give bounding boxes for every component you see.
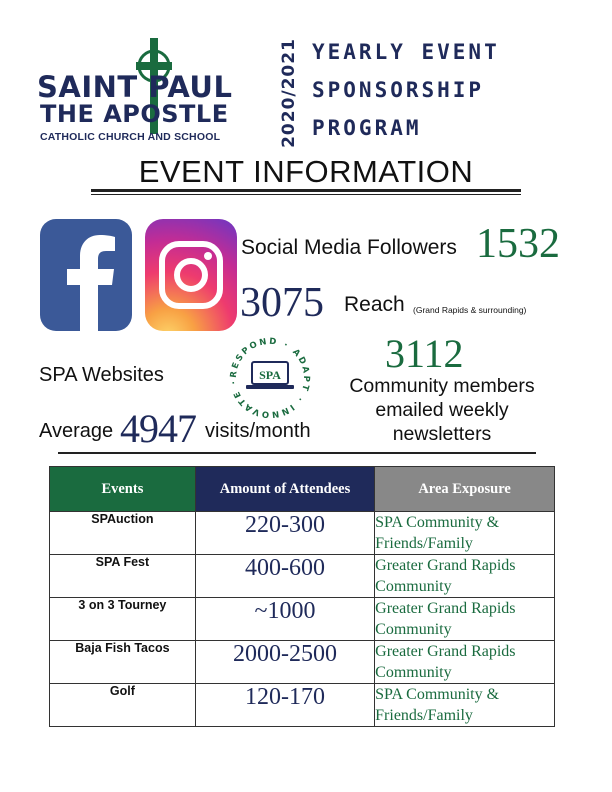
event-area: SPA Community & Friends/Family: [375, 684, 555, 727]
header-events: Events: [50, 467, 196, 512]
header-attendees: Amount of Attendees: [195, 467, 374, 512]
spa-seal-logo: [224, 332, 316, 424]
page-title: EVENT INFORMATION: [138, 154, 474, 189]
section-divider: [58, 452, 536, 454]
followers-label: Social Media Followers: [241, 236, 457, 259]
table-header-row: [50, 467, 555, 512]
event-area: SPA Community & Friends/Family: [375, 512, 555, 555]
event-attendees: 220-300: [195, 512, 374, 555]
reach-value: 3075: [240, 280, 324, 326]
seal-mark: SPA: [259, 368, 281, 382]
header-area: Area Exposure: [375, 467, 555, 512]
table-row: [50, 555, 555, 598]
events-table: [49, 466, 555, 727]
logo-line-1: SAINT PAUL: [37, 70, 233, 104]
average-label: Average: [39, 420, 114, 442]
average-value: 4947: [120, 406, 196, 451]
event-name: SPAuction: [50, 512, 196, 555]
event-attendees: 120-170: [195, 684, 374, 727]
table-row: [50, 684, 555, 727]
table-row: [50, 598, 555, 641]
program-line-3: PROGRAM: [312, 116, 422, 140]
event-name: SPA Fest: [50, 555, 196, 598]
year-label: 2020/2021: [279, 38, 299, 148]
event-attendees: 400-600: [195, 555, 374, 598]
facebook-icon: [40, 219, 132, 331]
title-divider: [91, 189, 521, 192]
event-area: Greater Grand Rapids Community: [375, 641, 555, 684]
event-name: Baja Fish Tacos: [50, 641, 196, 684]
websites-label: SPA Websites: [39, 364, 164, 386]
event-area: Greater Grand Rapids Community: [375, 598, 555, 641]
instagram-icon: [145, 219, 237, 331]
event-attendees: 2000-2500: [195, 641, 374, 684]
visits-label: visits/month: [205, 420, 311, 442]
event-area: Greater Grand Rapids Community: [375, 555, 555, 598]
newsletter-value: 3112: [385, 331, 464, 376]
program-line-1: YEARLY EVENT: [312, 40, 500, 64]
event-attendees: ~1000: [195, 598, 374, 641]
followers-value: 1532: [476, 221, 560, 267]
seal-text: RESPOND · ADAPT · INNOVATE ·: [228, 336, 312, 420]
reach-note: (Grand Rapids & surrounding): [413, 305, 527, 315]
event-name: Golf: [50, 684, 196, 727]
table-row: [50, 641, 555, 684]
event-name: 3 on 3 Tourney: [50, 598, 196, 641]
logo-line-2: THE APOSTLE: [40, 100, 229, 128]
newsletter-description: Community members emailed weekly newsletters: [349, 375, 535, 445]
title-divider-thin: [91, 194, 521, 195]
logo-line-3: CATHOLIC CHURCH AND SCHOOL: [40, 131, 221, 143]
table-row: [50, 512, 555, 555]
program-line-2: SPONSORSHIP: [312, 78, 485, 102]
reach-label: Reach: [344, 293, 405, 316]
